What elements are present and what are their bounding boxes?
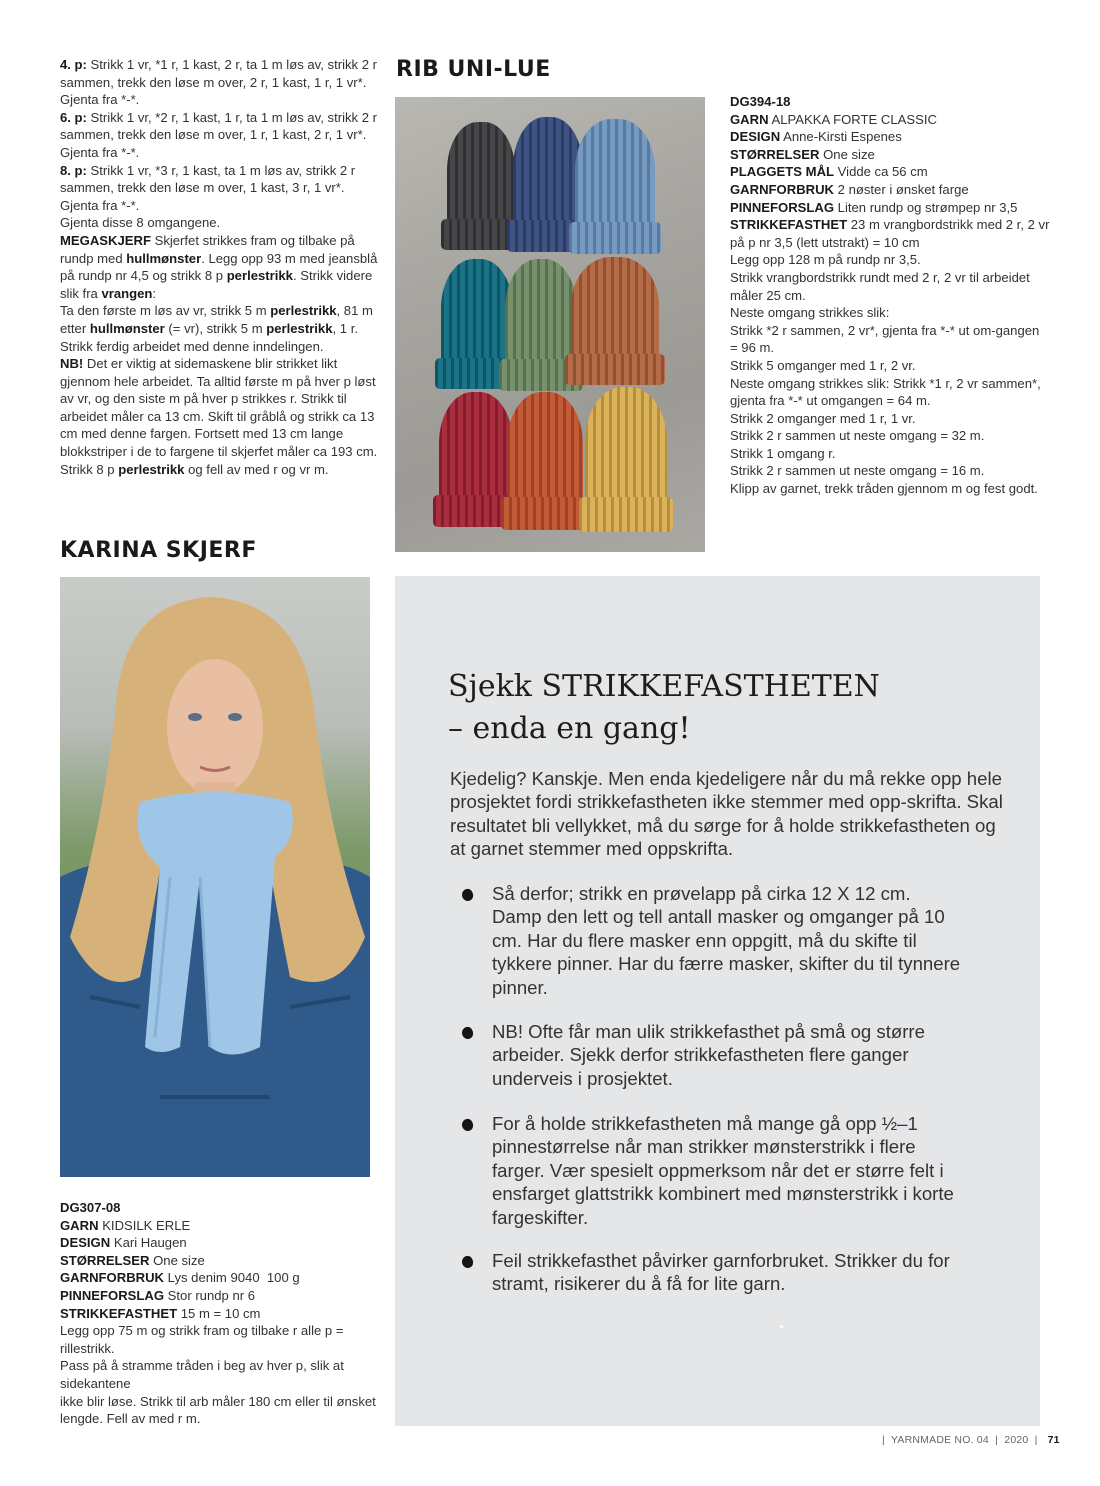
term: perlestrikk <box>270 303 337 319</box>
term: hullmønster <box>126 250 202 266</box>
page-number: 71 <box>1047 1434 1060 1446</box>
megaskjerf-instructions <box>60 56 380 478</box>
tip-title-line-1: Sjekk STRIKKEFASTHETEN <box>448 669 880 704</box>
row-label: 4. p: <box>60 57 87 72</box>
decorative-dot <box>780 1325 783 1328</box>
tip-bullet <box>462 882 962 999</box>
text: (= vr), strikk 5 m <box>164 320 267 336</box>
tip-bullet <box>462 1249 962 1296</box>
spec-value: Stor rundp nr 6 <box>164 1287 256 1303</box>
tip-bullet <box>462 1112 962 1229</box>
hat-lightblue <box>575 119 655 254</box>
tip-bullet <box>462 1020 962 1090</box>
row-label: 8. p: <box>60 162 87 178</box>
step: Strikk *2 r sammen, 2 vr*, gjenta fra *-* ut om-gangen = 96 m. <box>730 322 1040 356</box>
spec-value: One size <box>149 1252 205 1268</box>
spec-value: 2 nøster i ønsket farge <box>834 181 969 197</box>
spec-value: 23 m vrangbordstrikk med 2 r, 2 vr på p nr 3,5 (lett utstrakt) = 10 cm <box>730 217 1050 250</box>
spec-label: PINNEFORSLAG <box>730 199 835 215</box>
row-4-instruction <box>60 56 380 109</box>
spec-design <box>730 128 1050 146</box>
spec-pinneforslag <box>730 199 1050 217</box>
term: perlestrikk <box>226 268 293 284</box>
spec-garnforbruk <box>60 1269 380 1287</box>
term: vrangen <box>101 285 153 301</box>
term: hullmønster <box>89 320 165 336</box>
hat-yellow <box>585 387 667 532</box>
bullet-icon <box>460 1025 474 1040</box>
spec-label: GARNFORBRUK <box>730 181 835 197</box>
spec-value: Kari Haugen <box>110 1235 187 1251</box>
bullet-icon <box>460 1254 474 1269</box>
spec-value: ALPAKKA FORTE CLASSIC <box>768 111 937 127</box>
text: Skjerfet strikkes fram og tilbake på rundp med <box>60 232 355 266</box>
bullet-icon <box>460 1117 474 1132</box>
spec-value: One size <box>819 146 875 162</box>
spec-strikkefasthet <box>60 1305 380 1323</box>
step: Pass på å stramme tråden i beg av hver p, slik at sidekantene <box>60 1358 344 1391</box>
text: og fell av med r og vr m. <box>184 461 329 477</box>
karina-skjerf-heading: KARINA SKJERF <box>60 538 257 563</box>
bullet-text: Så derfor; strikk en prøvelapp på cirka 12 X 12 cm. Damp den lett og tell antall masker og omganger på 10 cm. Har du flere masker enn oppgitt, må du skifte til tykkere pinner. Har du færre masker, skifter du til tynnere pinner. <box>492 883 961 998</box>
spec-value: KIDSILK ERLE <box>98 1217 191 1233</box>
step: Neste omgang strikkes slik: Strikk *1 r, 2 vr sammen*, gjenta fra *-* ut omgangen = 64 m. <box>730 375 1041 409</box>
spec-label: STRIKKEFASTHET <box>60 1305 178 1321</box>
spec-garn <box>60 1217 380 1235</box>
spec-value: Lys denim 9040 100 g <box>164 1270 300 1286</box>
row-6-instruction <box>60 109 380 162</box>
spec-label: GARN <box>60 1217 99 1233</box>
hat-orange <box>507 392 583 530</box>
text: , 1 r. Strikk ferdig arbeidet med denne inndelingen. <box>60 320 358 354</box>
spec-pinneforslag <box>60 1287 380 1305</box>
step: Neste omgang strikkes slik: <box>730 305 890 321</box>
spec-label: GARNFORBRUK <box>60 1270 165 1286</box>
text: Det er viktig at sidemaskene blir strikket likt gjennom hele arbeidet. Ta alltid første m på hver p løst av vr, og den siste m på hver p strikkes r. Strikk til arbeidet måler ca 13 cm. Skift til gråblå og strikk ca 13 cm med denne fargen. Fortsett med 13 cm lange blokkstriper i de to fargene til skjerfet måler ca 193 cm. <box>60 356 378 460</box>
repeat-note <box>60 214 380 232</box>
megaskjerf-paragraph-2 <box>60 302 380 355</box>
nb-paragraph <box>60 355 380 461</box>
pattern-code: DG394-18 <box>730 94 791 109</box>
tip-title-line-2: – enda en gang! <box>448 711 691 746</box>
nb-paragraph-end <box>60 461 380 479</box>
step: Strikk 2 r sammen ut neste omgang = 32 m. <box>730 428 985 444</box>
text: , 81 m etter <box>60 303 373 336</box>
spec-label: PINNEFORSLAG <box>60 1287 165 1303</box>
bullet-text: Feil strikkefasthet påvirker garnforbruket. Strikker du for stramt, risikerer du å få for lite garn. <box>492 1250 950 1295</box>
spec-garn <box>730 111 1050 129</box>
step: Legg opp 128 m på rundp nr 3,5. <box>730 252 921 268</box>
text: . Strikk videre slik fra <box>60 268 373 301</box>
model-illustration <box>60 577 370 1177</box>
hat-rust <box>571 257 659 385</box>
spec-label: PLAGGETS MÅL <box>730 164 835 180</box>
row-text: Strikk 1 vr, *1 r, 1 kast, 2 r, ta 1 m løs av, strikk 2 r sammen, trekk den løse m over, 2 r, 1 kast, 1 r, 1 vr*. Gjenta fra *-*. <box>60 57 377 108</box>
nb-label: NB! <box>60 356 84 372</box>
row-text: Gjenta disse 8 omgangene. <box>60 215 221 231</box>
hat-charcoal <box>447 122 515 250</box>
spec-label: STØRRELSER <box>60 1252 150 1268</box>
text: : <box>152 285 157 301</box>
spec-value: Vidde ca 56 cm <box>834 164 928 180</box>
spec-label: STRIKKEFASTHET <box>730 217 848 233</box>
step: Strikk 1 omgang r. <box>730 445 836 461</box>
spec-value: 15 m = 10 cm <box>177 1305 261 1321</box>
spec-storrelser <box>730 146 1050 164</box>
rib-uni-lue-pattern <box>730 93 1050 498</box>
spec-value: Anne-Kirsti Espenes <box>780 129 902 145</box>
spec-strikkefasthet <box>730 216 1050 251</box>
tip-intro: Kjedelig? Kanskje. Men enda kjedeligere når du må rekke opp hele prosjektet fordi strikkefastheten ikke stemmer med opp-skrifta. Skal resultatet bli vellykket, må du sørge for å holde strikkefastheten og at garnet stemmer med oppskrifta. <box>450 768 1003 860</box>
step: Klipp av garnet, trekk tråden gjennom m og fest godt. <box>730 481 1038 497</box>
spec-plaggets-mal <box>730 163 1050 181</box>
step: Strikk 5 omganger med 1 r, 2 vr. <box>730 357 916 373</box>
term: perlestrikk <box>266 320 333 336</box>
pattern-code: DG307-08 <box>60 1200 121 1215</box>
row-text: Strikk 1 vr, *3 r, 1 kast, ta 1 m løs av, strikk 2 r sammen, trekk den løse m over, 1 kast, 3 r, 1 vr*. Gjenta fra *-*. <box>60 162 356 213</box>
step: Strikk 2 omganger med 1 r, 1 vr. <box>730 410 916 426</box>
megaskjerf-label: MEGASKJERF <box>60 232 151 248</box>
row-label: 6. p: <box>60 109 87 125</box>
text: Strikk 8 p <box>60 461 119 477</box>
step: ikke blir løse. Strikk til arb måler 180 cm eller til ønsket lengde. Fell av med r m. <box>60 1393 376 1427</box>
hats-photo <box>395 97 705 552</box>
step: Strikk 2 r sammen ut neste omgang = 16 m. <box>730 463 985 479</box>
step: Legg opp 75 m og strikk fram og tilbake r alle p = rillestrikk. <box>60 1323 344 1356</box>
spec-label: STØRRELSER <box>730 146 820 162</box>
text: Ta den første m løs av vr, strikk 5 m <box>60 303 271 319</box>
spec-design <box>60 1234 380 1252</box>
rib-uni-lue-heading: RIB UNI-LUE <box>396 57 551 82</box>
bullet-text: For å holde strikkefastheten må mange gå opp ½–1 pinnestørrelse når man strikker mønsterstrikk i flere farger. Vær spesielt oppmerksom når det er større felt i ensfarget glattstrikk kombinert med mønsterstrikk i korte fargeskifter. <box>492 1113 954 1228</box>
tip-title <box>448 666 1008 750</box>
megaskjerf-paragraph <box>60 232 380 302</box>
spec-label: GARN <box>730 111 769 127</box>
term: perlestrikk <box>118 461 185 477</box>
scarf-model-photo <box>60 577 370 1177</box>
row-text: Strikk 1 vr, *2 r, 1 kast, 1 r, ta 1 m løs av, strikk 2 r sammen, trekk den løse m over, 1 r, 1 kast, 2 r, 1 vr*. Gjenta fra *-*. <box>60 109 377 160</box>
step: Strikk vrangbordstrikk rundt med 2 r, 2 vr til arbeidet måler 25 cm. <box>730 269 1030 303</box>
spec-value: Liten rundp og strømpep nr 3,5 <box>834 199 1018 215</box>
spec-storrelser <box>60 1252 380 1270</box>
spec-label: DESIGN <box>730 129 781 145</box>
spec-label: DESIGN <box>60 1235 111 1251</box>
bullet-text: NB! Ofte får man ulik strikkefasthet på små og større arbeider. Sjekk derfor strikkefastheten flere ganger underveis i prosjektet. <box>492 1021 925 1089</box>
text: . Legg opp 93 m med jeansblå på rundp nr 4,5 og strikk 8 p <box>60 250 378 284</box>
bullet-icon <box>460 887 474 902</box>
spec-garnforbruk <box>730 181 1050 199</box>
page-footer <box>882 1434 1060 1446</box>
row-8-instruction <box>60 162 380 215</box>
magazine-issue: | YARNMADE NO. 04 | 2020 | <box>882 1434 1038 1446</box>
karina-skjerf-pattern <box>60 1199 380 1428</box>
